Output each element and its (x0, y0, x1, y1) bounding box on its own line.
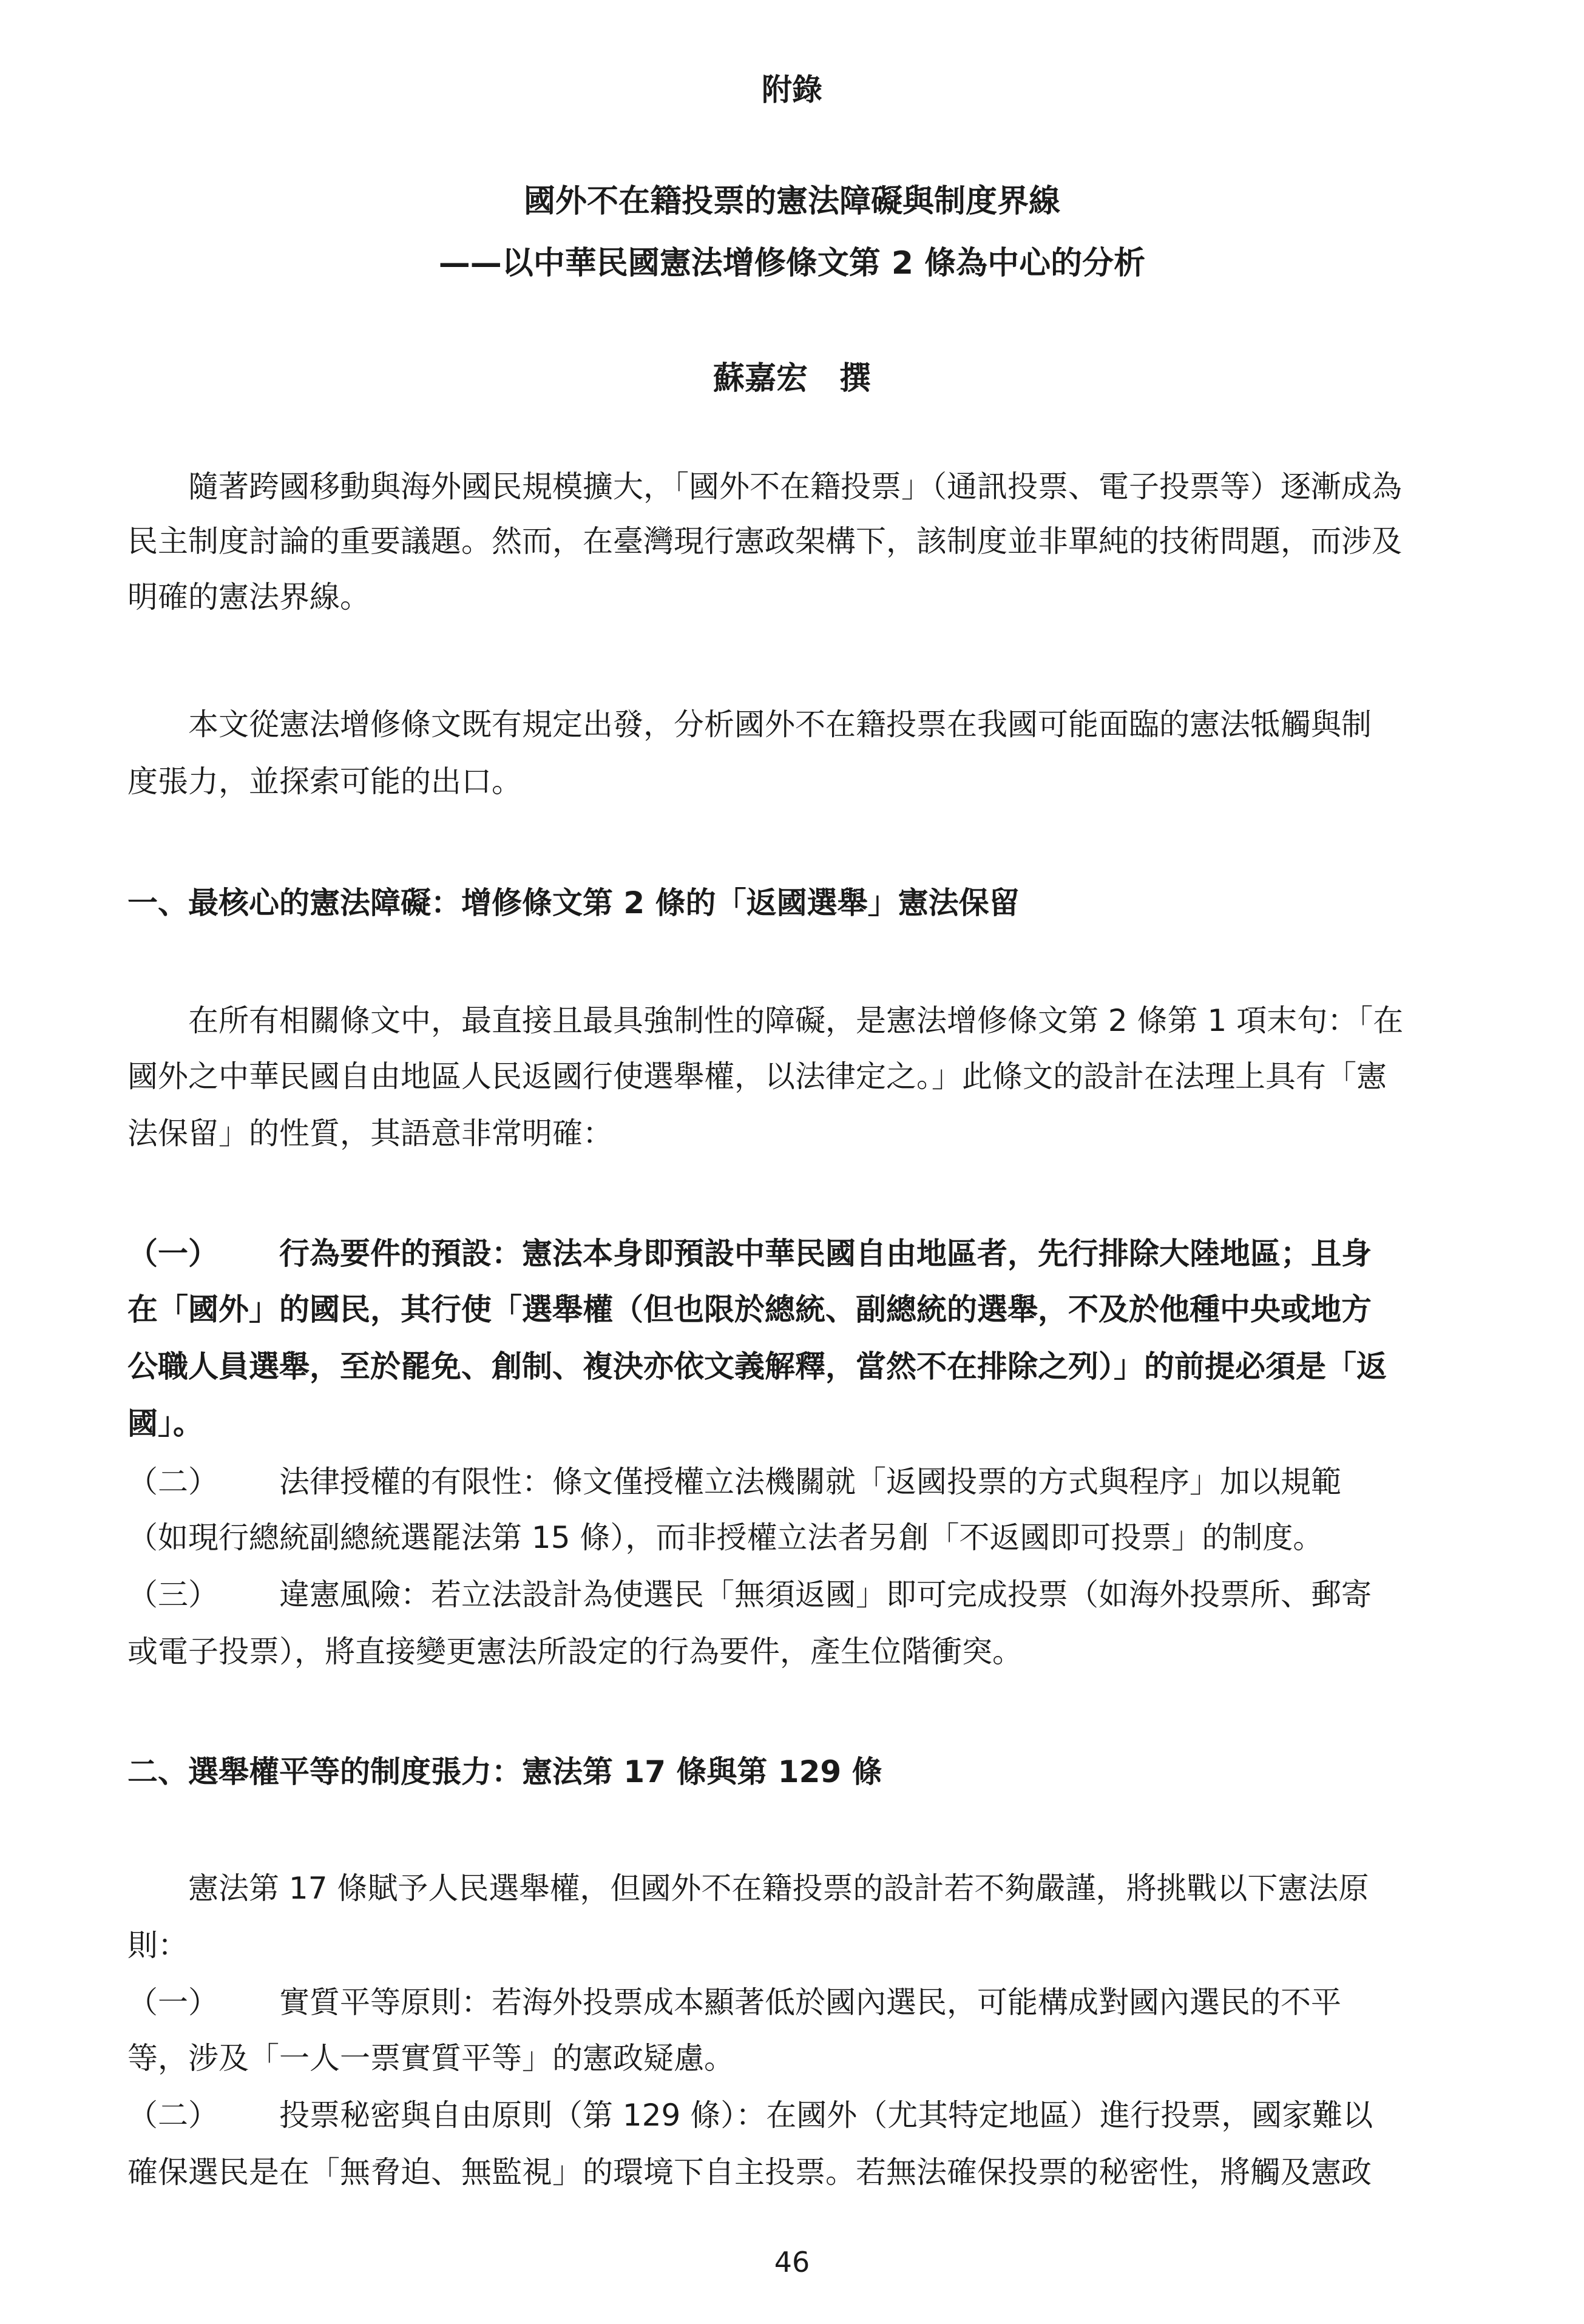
section1-item2-text1: 法律授權的有限性：條文僅授權立法機關就「返國投票的方式與程序」加以規範 (279, 1464, 1341, 1499)
section2-item1-marker: （一） (127, 1985, 218, 2020)
intro-p2-line2: 度張力，並探索可能的出口。 (127, 764, 522, 799)
section1-heading: 一、最核心的憲法障礙：增修條文第 2 條的「返國選舉」憲法保留 (127, 885, 1020, 920)
section2-p1-line2: 則： (127, 1928, 188, 1963)
section1-item3-text1: 違憲風險：若立法設計為使選民「無須返國」即可完成投票（如海外投票所、郵寄 (279, 1577, 1372, 1612)
section1-item1-line3: 公職人員選舉，至於罷免、創制、複決亦依文義解釋，當然不在排除之列）」的前提必須是「返 (127, 1349, 1387, 1384)
intro-p1-line2: 民主制度討論的重要議題。然而，在臺灣現行憲政架構下，該制度並非單純的技術問題，而涉及 (127, 524, 1402, 559)
section2-item2-text1: 投票秘密與自由原則（第 129 條）：在國外（尤其特定地區）進行投票，國家難以 (279, 2098, 1373, 2133)
section2-item2-line2: 確保選民是在「無脅迫、無監視」的環境下自主投票。若無法確保投票的秘密性，將觸及憲政 (127, 2155, 1372, 2190)
intro-p1-line3: 明確的憲法界線。 (127, 579, 370, 615)
section1-p1-line1: 在所有相關條文中，最直接且最具強制性的障礙，是憲法增修條文第 2 條第 1 項末句：「在 (188, 1003, 1404, 1038)
section1-item3-line2: 或電子投票），將直接變更憲法所設定的行為要件，產生位階衝突。 (127, 1634, 1023, 1669)
section1-item3-line1 (127, 1576, 1372, 1613)
section2-item1-line2: 等，涉及「一人一票實質平等」的憲政疑慮。 (127, 2041, 734, 2076)
section2-item1-line1 (127, 1984, 1341, 2021)
page-number: 46 (774, 2246, 810, 2278)
section1-item1-line1 (127, 1235, 1372, 1272)
document-title: 國外不在籍投票的憲法障礙與制度界線 (523, 183, 1060, 220)
section1-item3-marker: （三） (127, 1577, 218, 1612)
section2-p1-line1: 憲法第 17 條賦予人民選舉權，但國外不在籍投票的設計若不夠嚴謹，將挑戰以下憲法原 (188, 1871, 1369, 1906)
section2-item2-line1 (127, 2097, 1373, 2133)
section2-item2-marker: （二） (127, 2098, 218, 2133)
section1-p1-line3: 法保留」的性質，其語意非常明確： (127, 1116, 613, 1151)
section1-item1-line2: 在「國外」的國民，其行使「選舉權（但也限於總統、副總統的選舉，不及於他種中央或地方 (127, 1292, 1372, 1327)
section1-item1-line4: 國」。 (127, 1406, 203, 1441)
section1-item2-line1 (127, 1464, 1341, 1500)
section2-heading: 二、選舉權平等的制度張力：憲法第 17 條與第 129 條 (127, 1754, 882, 1789)
author-line: 蘇嘉宏 撰 (712, 360, 871, 397)
section1-item2-marker: （二） (127, 1464, 218, 1499)
document-subtitle: ——以中華民國憲法增修條文第 2 條為中心的分析 (438, 245, 1146, 282)
section1-item1-text1: 行為要件的預設：憲法本身即預設中華民國自由地區者，先行排除大陸地區；且身 (279, 1236, 1372, 1271)
section2-item1-text1: 實質平等原則：若海外投票成本顯著低於國內選民，可能構成對國內選民的不平 (279, 1985, 1341, 2020)
intro-p1-line1: 隨著跨國移動與海外國民規模擴大，「國外不在籍投票」（通訊投票、電子投票等）逐漸成為 (188, 469, 1402, 504)
section1-item1-marker: （一） (127, 1236, 218, 1271)
appendix-label: 附錄 (762, 72, 822, 107)
section1-item2-line2: （如現行總統副總統選罷法第 15 條），而非授權立法者另創「不返國即可投票」的制度。 (127, 1520, 1324, 1555)
intro-p2-line1: 本文從憲法增修條文既有規定出發，分析國外不在籍投票在我國可能面臨的憲法牴觸與制 (188, 707, 1372, 742)
section1-p1-line2: 國外之中華民國自由地區人民返國行使選舉權，以法律定之。」此條文的設計在法理上具有「憲 (127, 1059, 1387, 1094)
